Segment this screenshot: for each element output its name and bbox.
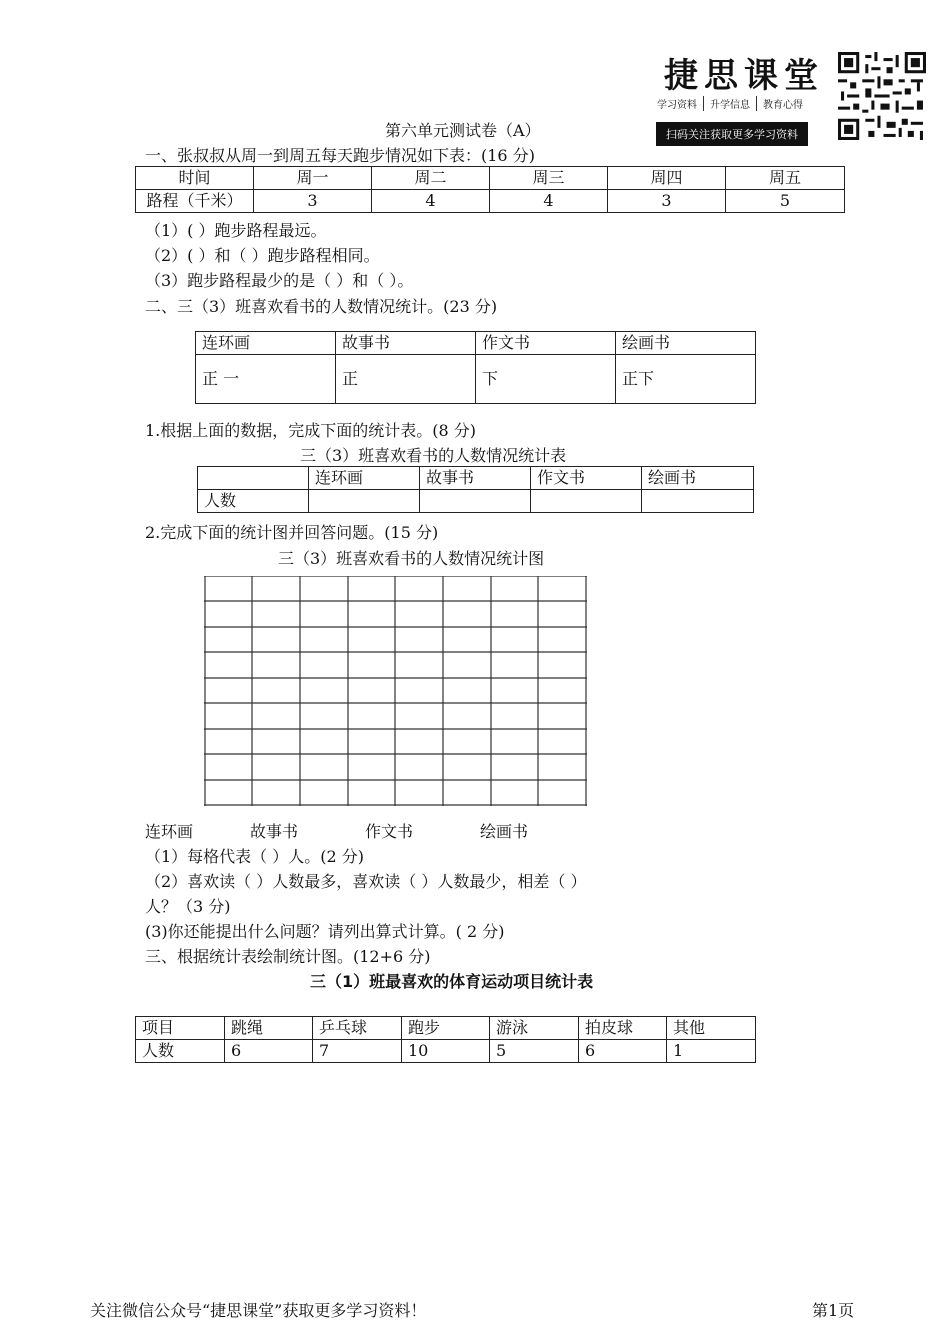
q2-table-title: 三（3）班喜欢看书的人数情况统计表: [300, 446, 567, 465]
table-row: [136, 1040, 756, 1063]
q2-item-2-cont: 人？（3 分): [145, 897, 231, 916]
answer-blank[interactable]: [309, 490, 420, 513]
scan-banner: 扫码关注获取更多学习资料: [656, 122, 808, 146]
table-cell: 人数: [136, 1040, 225, 1063]
page-title: 第六单元测试卷（A）: [385, 121, 541, 140]
table-header-cell: 连环画: [196, 332, 336, 355]
q2-part2: 2.完成下面的统计图并回答问题。(15 分): [145, 523, 439, 542]
chart-category-essay: 作文书: [365, 822, 414, 841]
table-header-cell: 项目: [136, 1017, 225, 1040]
table-cell: 6: [579, 1040, 667, 1063]
table-header-cell: [198, 467, 309, 490]
table-header-cell: 周三: [490, 167, 608, 190]
q2-part1: 1.根据上面的数据，完成下面的统计表。(8 分): [145, 421, 477, 440]
footer-note: 关注微信公众号“捷思课堂”获取更多学习资料！: [90, 1301, 427, 1320]
table-header-cell: 其他: [667, 1017, 756, 1040]
chart-category-story: 故事书: [250, 822, 299, 841]
table-row: [196, 355, 756, 404]
table-header-cell: 绘画书: [616, 332, 756, 355]
page-number: 第1页: [812, 1301, 855, 1320]
chart-category-drawing: 绘画书: [480, 822, 529, 841]
blank-chart-grid[interactable]: [204, 576, 587, 806]
qr-code-icon: [838, 52, 926, 140]
table-cell: 1: [667, 1040, 756, 1063]
table-header-cell: 绘画书: [642, 467, 754, 490]
chart-category-comic: 连环画: [145, 822, 194, 841]
q1-heading: 一、张叔叔从周一到周五每天跑步情况如下表：(16 分): [145, 146, 535, 165]
stat-table: [197, 466, 754, 513]
tag-admission: 升学信息: [703, 96, 750, 111]
table-cell: 5: [490, 1040, 579, 1063]
table-header-cell: 作文书: [476, 332, 616, 355]
table-row: [198, 467, 754, 490]
q2-heading: 二、三（3）班喜欢看书的人数情况统计。(23 分): [145, 297, 498, 316]
tally-table: [195, 331, 756, 404]
q2-item-3: (3)你还能提出什么问题？请列出算式计算。( 2 分): [145, 922, 505, 941]
table-header-cell: 游泳: [490, 1017, 579, 1040]
q1-item-1: （1）( ）跑步路程最远。: [145, 221, 327, 240]
answer-blank[interactable]: [420, 490, 531, 513]
table-row: [136, 1017, 756, 1040]
brand-tags: [657, 96, 803, 111]
table-header-cell: 连环画: [309, 467, 420, 490]
q2-item-2: （2）喜欢读（ ）人数最多，喜欢读（ ）人数最少，相差（ ）: [145, 872, 587, 891]
tag-study: 学习资料: [657, 100, 697, 111]
table-row: [196, 332, 756, 355]
table-cell: 4: [490, 190, 608, 213]
q3-heading: 三、根据统计表绘制统计图。(12+6 分): [145, 947, 431, 966]
table-cell: 路程（千米）: [136, 190, 254, 213]
table-header-cell: 跳绳: [225, 1017, 313, 1040]
q3-table: [135, 1016, 756, 1063]
q3-table-title: 三（1）班最喜欢的体育运动项目统计表: [310, 972, 594, 991]
q1-item-2: （2）( ）和（ ）跑步路程相同。: [145, 246, 380, 265]
table-header-cell: 时间: [136, 167, 254, 190]
tag-education: 教育心得: [756, 96, 803, 111]
table-header-cell: 周一: [254, 167, 372, 190]
q2-chart-title: 三（3）班喜欢看书的人数情况统计图: [278, 549, 545, 568]
table-cell: 5: [726, 190, 845, 213]
table-cell: 3: [254, 190, 372, 213]
table-header-cell: 周五: [726, 167, 845, 190]
table-row: [198, 490, 754, 513]
table-header-cell: 周四: [608, 167, 726, 190]
table-cell: 3: [608, 190, 726, 213]
table-row: [136, 167, 845, 190]
brand-name: 捷思课堂: [664, 56, 824, 96]
answer-blank[interactable]: [642, 490, 754, 513]
answer-blank[interactable]: [531, 490, 642, 513]
table-row: [136, 190, 845, 213]
tally-mark: 正下: [616, 355, 756, 404]
table-header-cell: 乒乓球: [313, 1017, 402, 1040]
table-cell: 6: [225, 1040, 313, 1063]
table-header-cell: 故事书: [336, 332, 476, 355]
table-cell: 7: [313, 1040, 402, 1063]
table-cell: 10: [402, 1040, 490, 1063]
table-header-cell: 周二: [372, 167, 490, 190]
q1-item-3: （3）跑步路程最少的是（ ）和（ ）。: [145, 271, 414, 290]
tally-mark: 下: [476, 355, 616, 404]
tally-mark: 正: [336, 355, 476, 404]
table-header-cell: 故事书: [420, 467, 531, 490]
table-header-cell: 作文书: [531, 467, 642, 490]
q1-table: [135, 166, 845, 213]
table-header-cell: 跑步: [402, 1017, 490, 1040]
table-header-cell: 拍皮球: [579, 1017, 667, 1040]
tally-mark: 正 一: [196, 355, 336, 404]
table-cell: 人数: [198, 490, 309, 513]
table-cell: 4: [372, 190, 490, 213]
q2-item-1: （1）每格代表（ ）人。(2 分): [145, 847, 365, 866]
